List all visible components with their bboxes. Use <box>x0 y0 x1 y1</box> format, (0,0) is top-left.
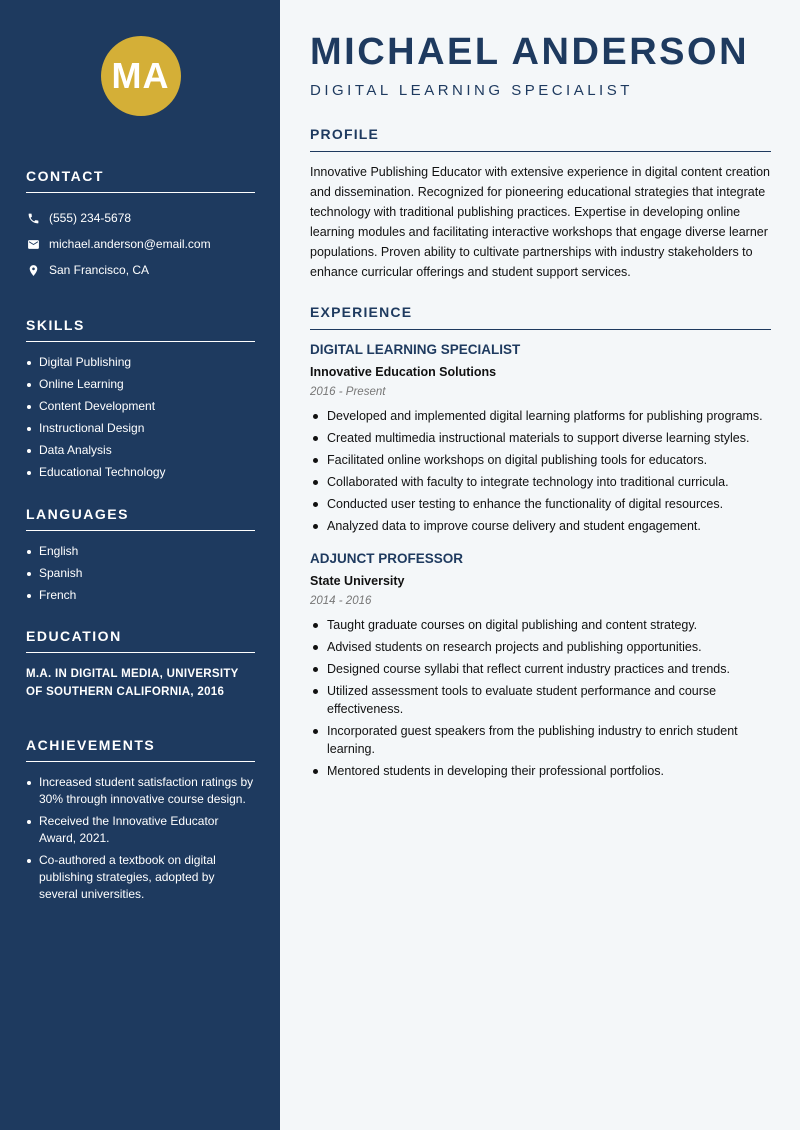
skill-item: Instructional Design <box>26 420 255 437</box>
sidebar <box>0 0 280 1130</box>
job-entry <box>310 549 771 780</box>
contact-section <box>26 168 255 283</box>
job-bullet: Designed course syllabi that reflect current industry practices and trends. <box>310 660 771 678</box>
language-item: English <box>26 543 255 560</box>
contact-location <box>26 257 255 283</box>
contact-heading: CONTACT <box>26 168 255 193</box>
contact-email <box>26 231 255 257</box>
achievement-item: Co-authored a textbook on digital publishing strategies, adopted by several universities. <box>26 852 255 903</box>
job-company: State University <box>310 574 405 588</box>
skill-item: Data Analysis <box>26 442 255 459</box>
job-bullet: Created multimedia instructional materials to support diverse learning styles. <box>310 429 771 447</box>
profile-section <box>310 126 771 282</box>
achievements-list <box>26 774 255 903</box>
location-pin-icon <box>26 263 40 277</box>
skill-item: Content Development <box>26 398 255 415</box>
avatar-initials: MA <box>111 55 170 96</box>
languages-section <box>26 506 255 604</box>
job-bullet: Analyzed data to improve course delivery and student engagement. <box>310 517 771 535</box>
candidate-title: DIGITAL LEARNING SPECIALIST <box>310 82 633 99</box>
skills-heading: SKILLS <box>26 317 255 342</box>
job-bullet: Incorporated guest speakers from the publishing industry to enrich student learning. <box>310 722 771 758</box>
job-bullet: Facilitated online workshops on digital publishing tools for educators. <box>310 451 771 469</box>
job-dates: 2014 - 2016 <box>310 595 372 607</box>
job-entry <box>310 340 771 535</box>
skill-item: Educational Technology <box>26 464 255 481</box>
achievement-item: Received the Innovative Educator Award, 2021. <box>26 813 255 847</box>
contact-email-text[interactable]: michael.anderson@email.com <box>49 237 211 251</box>
job-bullet: Taught graduate courses on digital publishing and content strategy. <box>310 616 771 634</box>
skills-section <box>26 317 255 481</box>
skill-item: Digital Publishing <box>26 354 255 371</box>
job-bullet: Conducted user testing to enhance the functionality of digital resources. <box>310 495 771 513</box>
contact-location-text: San Francisco, CA <box>49 263 150 277</box>
phone-icon <box>26 211 40 225</box>
job-bullet: Advised students on research projects and publishing opportunities. <box>310 638 771 656</box>
job-bullet: Utilized assessment tools to evaluate student performance and course effectiveness. <box>310 682 771 718</box>
contact-phone <box>26 205 255 231</box>
skills-list <box>26 354 255 481</box>
job-bullet: Mentored students in developing their professional portfolios. <box>310 762 771 780</box>
languages-heading: LANGUAGES <box>26 506 255 531</box>
achievement-item: Increased student satisfaction ratings by 30% through innovative course design. <box>26 774 255 808</box>
profile-text: Innovative Publishing Educator with extensive experience in digital content creation and dissemination. Recognized for pioneering educational strategies that integrate technology with traditional publishing practices. Expertise in developing online learning modules and facilitating interactive workshops that engage diverse learner populations. Proven ability to cultivate partnerships with industry stakeholders to enhance curricular offerings and student support services. <box>310 165 770 279</box>
email-icon <box>26 237 40 251</box>
language-item: Spanish <box>26 565 255 582</box>
skill-item: Online Learning <box>26 376 255 393</box>
main-content <box>280 0 800 1130</box>
job-title: DIGITAL LEARNING SPECIALIST <box>310 342 521 357</box>
experience-heading: EXPERIENCE <box>310 304 771 330</box>
education-section <box>26 628 255 701</box>
achievements-heading: ACHIEVEMENTS <box>26 737 255 762</box>
education-entry: M.A. IN DIGITAL MEDIA, UNIVERSITY OF SOUTHERN CALIFORNIA, 2016 <box>26 668 239 698</box>
avatar <box>101 36 181 116</box>
job-bullet: Collaborated with faculty to integrate technology into traditional curricula. <box>310 473 771 491</box>
achievements-section <box>26 737 255 903</box>
language-item: French <box>26 587 255 604</box>
job-bullets <box>310 407 771 535</box>
education-heading: EDUCATION <box>26 628 255 653</box>
languages-list <box>26 543 255 604</box>
job-bullets <box>310 616 771 780</box>
profile-heading: PROFILE <box>310 126 771 152</box>
experience-section <box>310 304 771 780</box>
job-bullet: Developed and implemented digital learning platforms for publishing programs. <box>310 407 771 425</box>
contact-phone-text[interactable]: (555) 234-5678 <box>49 211 132 225</box>
job-company: Innovative Education Solutions <box>310 365 497 379</box>
job-dates: 2016 - Present <box>310 386 386 398</box>
candidate-name: MICHAEL ANDERSON <box>310 31 750 73</box>
job-title: ADJUNCT PROFESSOR <box>310 551 464 566</box>
